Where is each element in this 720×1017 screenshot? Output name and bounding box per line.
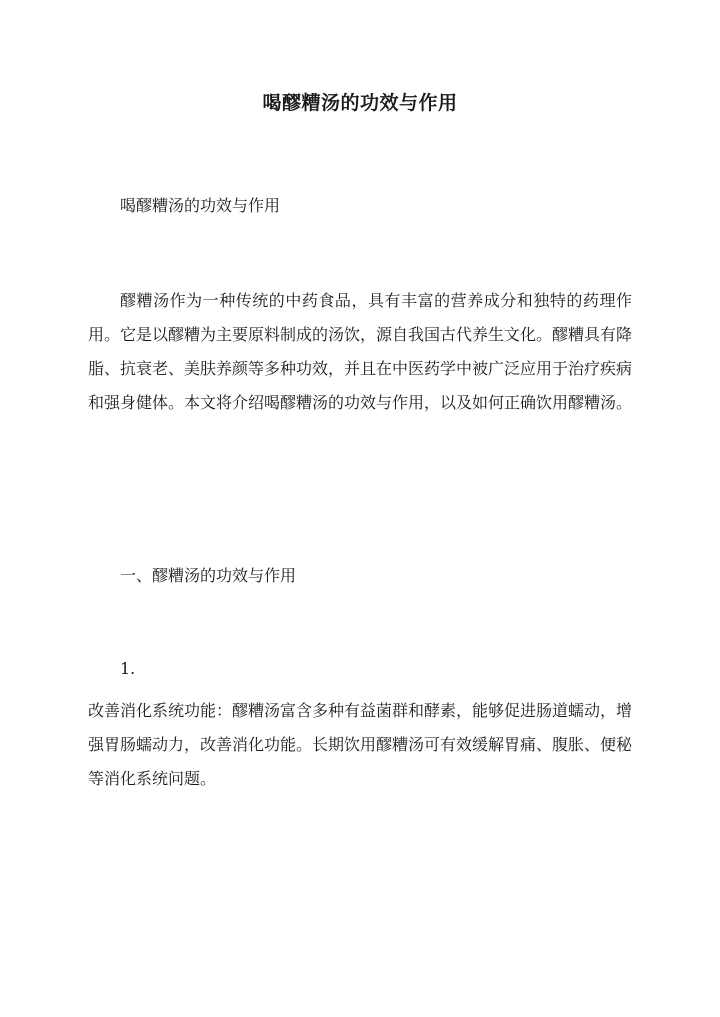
list-item-text: 改善消化系统功能：醪糟汤富含多种有益菌群和酵素，能够促进肠道蠕动，增强胃肠蠕动力，改善消化功能。长期饮用醪糟汤可有效缓解胃痛、腹胀、便秘等消化系统问题。 <box>88 701 633 788</box>
document-title: 喝醪糟汤的功效与作用 <box>262 92 458 114</box>
list-item-number: 1. <box>120 659 136 678</box>
list-item-block <box>88 694 632 796</box>
intro-paragraph-block <box>88 284 632 420</box>
document-subtitle: 喝醪糟汤的功效与作用 <box>120 196 281 215</box>
intro-paragraph: 醪糟汤作为一种传统的中药食品，具有丰富的营养成分和独特的药理作用。它是以醪糟为主要原料制成的汤饮，源自我国古代养生文化。醪糟具有降脂、抗衰老、美肤养颜等多种功效，并且在中医药学中被广泛应用于治疗疾病和强身健体。本文将介绍喝醪糟汤的功效与作用，以及如何正确饮用醪糟汤。 <box>88 291 633 412</box>
section-heading: 一、醪糟汤的功效与作用 <box>120 566 297 585</box>
